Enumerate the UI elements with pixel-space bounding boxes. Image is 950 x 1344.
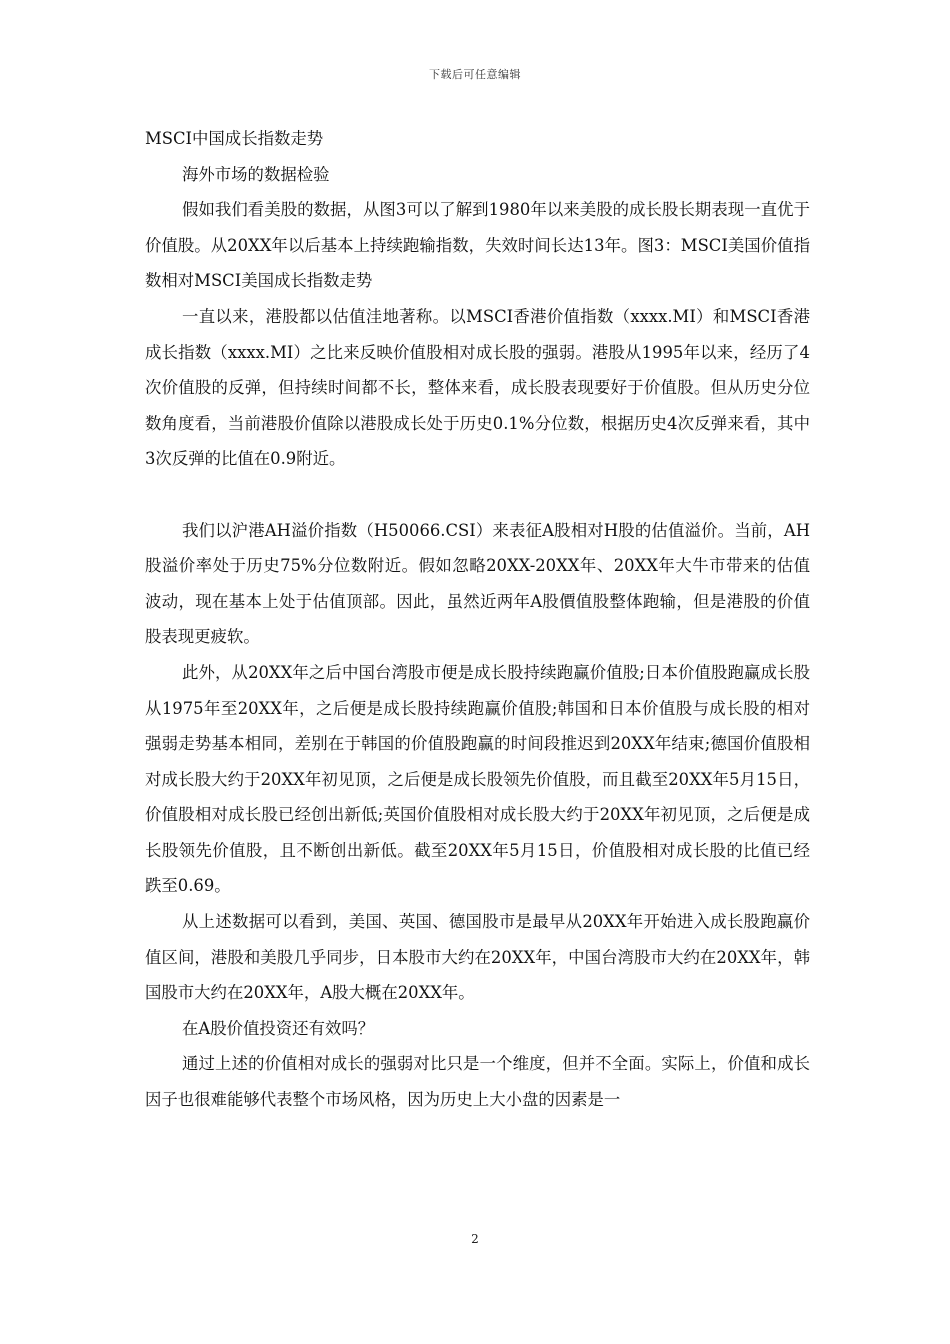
paragraph-ah-premium: 我们以沪港AH溢价指数（H50066.CSI）来表征A股相对H股的估值溢价。当前，AH股溢价率处于历史75%分位数附近。假如忽略20XX-20XX年、20XX年大牛市带来的估值波动，现在基本上处于估值顶部。因此，虽然近两年A股價值股整体跑输，但是港股的价值股表现更疲软。 (145, 520, 810, 647)
paragraph-us-market: 假如我们看美股的数据，从图3可以了解到1980年以来美股的成长股长期表现一直优于价值股。从20XX年以后基本上持续跑输指数，失效时间长达13年。图3：MSCI美国价值指数相对MSCI美国成长指数走势 (145, 200, 810, 291)
page-header: 下载后可任意编辑 (429, 68, 521, 81)
paragraph-other-markets: 此外，从20XX年之后中国台湾股市便是成长股持续跑赢价值股;日本价值股跑赢成长股从1975年至20XX年，之后便是成长股持续跑赢价值股;韩国和日本价值股与成长股的相对强弱走势基本相同，差别在于韩国的价值股跑赢的时间段推迟到20XX年结束;德国价值股相对成长股大约于20XX年初见顶，之后便是成长股领先价值股，而且截至20XX年5月15日，价值股相对成长股已经创出新低;英国价值股相对成长股大约于20XX年初见顶，之后便是成长股领先价值股，且不断创出新低。截至20XX年5月15日，价值股相对成长股的比值已经跌至0.69。 (145, 662, 810, 896)
document-body (145, 121, 810, 1118)
section-caption: MSCI中国成长指数走势 (145, 129, 324, 148)
section-question: 在A股价值投资还有效吗？ (182, 1018, 375, 1038)
paragraph-gap (145, 477, 810, 513)
paragraph-hk-market: 一直以来，港股都以估值洼地著称。以MSCI香港价值指数（xxxx.MI）和MSCI香港成长指数（xxxx.MI）之比来反映价值股相对成长股的强弱。港股从1995年以来，经历了4次价值股的反弹，但持续时间都不长，整体来看，成长股表现要好于价值股。但从历史分位数角度看，当前港股价值除以港股成长处于历史0.1%分位数，根据历史4次反弹来看，其中3次反弹的比值在0.9附近。 (145, 306, 810, 469)
paragraph-conclusion: 通过上述的价值相对成长的强弱对比只是一个维度，但并不全面。实际上，价值和成长因子也很难能够代表整个市场风格，因为历史上大小盘的因素是一 (145, 1054, 810, 1110)
paragraph-summary: 从上述数据可以看到，美国、英国、德国股市是最早从20XX年开始进入成长股跑赢价值区间，港股和美股几乎同步，日本股市大约在20XX年，中国台湾股市大约在20XX年，韩国股市大约在20XX年，A股大概在20XX年。 (145, 912, 810, 1003)
section-heading: 海外市场的数据检验 (182, 164, 330, 184)
page-number: 2 (471, 1232, 479, 1246)
